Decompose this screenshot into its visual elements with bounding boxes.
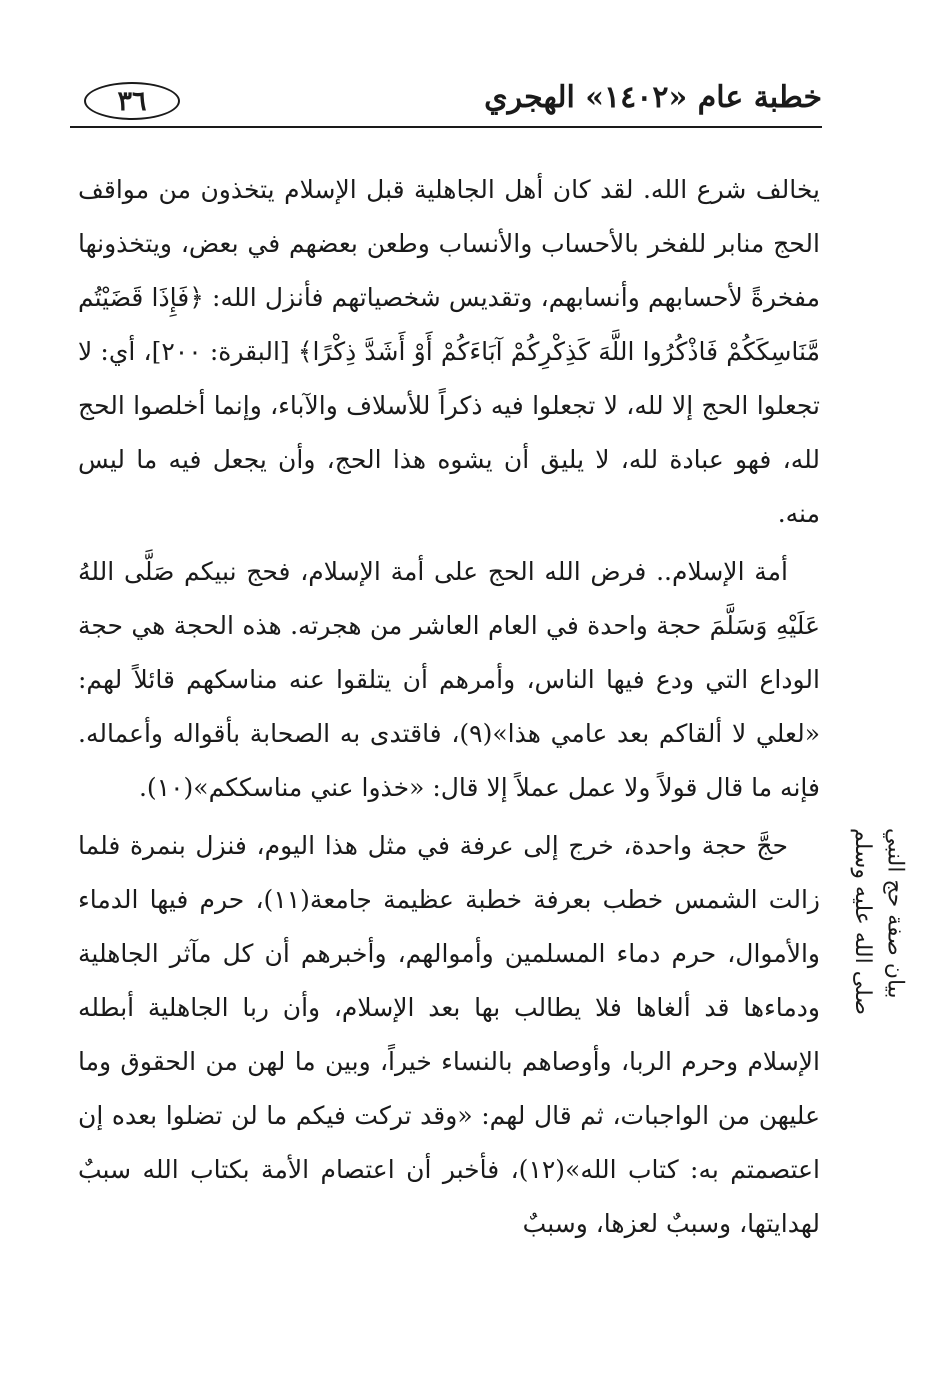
header-divider xyxy=(70,126,822,128)
paragraph-1: يخالف شرع الله. لقد كان أهل الجاهلية قبل الإسلام يتخذون من مواقف الحج منابر للفخر بالأحساب والأنساب وطعن بعضهم في بعض، ويتخذونها مفخرةً لأحسابهم وأنسابهم، وتقديس شخصياتهم فأنزل الله: ﴿فَإِذَا قَضَيْتُم مَّنَاسِكَكُمْ فَاذْكُرُوا اللَّهَ كَذِكْرِكُمْ آبَاءَكُمْ أَوْ أَشَدَّ ذِكْرًا﴾ [البقرة: ٢٠٠]، أي: لا تجعلوا الحج إلا لله، لا تجعلوا فيه ذكراً للأسلاف والآباء، وإنما أخلصوا الحج لله، فهو عبادة لله، لا يليق أن يشوه هذا الحج، وأن يجعل فيه ما ليس منه. xyxy=(78,175,820,528)
paragraph-3: حجَّ حجة واحدة، خرج إلى عرفة في مثل هذا اليوم، فنزل بنمرة فلما زالت الشمس خطب بعرفة خطبة عظيمة جامعة(١١)، حرم فيها الدماء والأموال، حرم دماء المسلمين وأموالهم، وأخبرهم أن كل مآثر الجاهلية ودماءها قد ألغاها فلا يطالب بها بعد الإسلام، وأن ربا الجاهلية أبطله الإسلام وحرم الربا، وأوصاهم بالنساء خيراً، وبين ما لهن من الحقوق وما عليهن من الواجبات، ثم قال لهم: «وقد تركت فيكم ما لن تضلوا بعده إن اعتصمتم به: كتاب الله»(١٢)، فأخبر أن اعتصام الأمة بكتاب الله سببٌ لهدايتها، وسببٌ لعزها، وسببٌ xyxy=(78,831,820,1238)
running-title: خطبة عام «١٤٠٢» الهجري xyxy=(484,80,822,115)
page-header xyxy=(70,78,822,130)
margin-note-line-2: صلى الله عليه وسلم xyxy=(850,828,875,1015)
main-text xyxy=(78,163,820,1251)
margin-note xyxy=(838,828,918,1108)
page-number: ٣٦ xyxy=(117,85,147,117)
paragraph-2: أمة الإسلام.. فرض الله الحج على أمة الإسلام، فحج نبيكم صَلَّى اللهُ عَلَيْهِ وَسَلَّمَ حجة واحدة في العام العاشر من هجرته. هذه الحجة هي حجة الوداع التي ودع فيها الناس، وأمرهم أن يتلقوا عنه مناسكهم قائلاً لهم: «لعلي لا ألقاكم بعد عامي هذا»(٩)، فاقتدى به الصحابة بأقواله وأعماله. فإنه ما قال قولاً ولا عمل عملاً إلا قال: «خذوا عني مناسككم»(١٠). xyxy=(78,557,820,802)
page-number-frame xyxy=(84,82,180,120)
margin-note-line-1: بيان صفة حج النبي xyxy=(882,828,908,999)
